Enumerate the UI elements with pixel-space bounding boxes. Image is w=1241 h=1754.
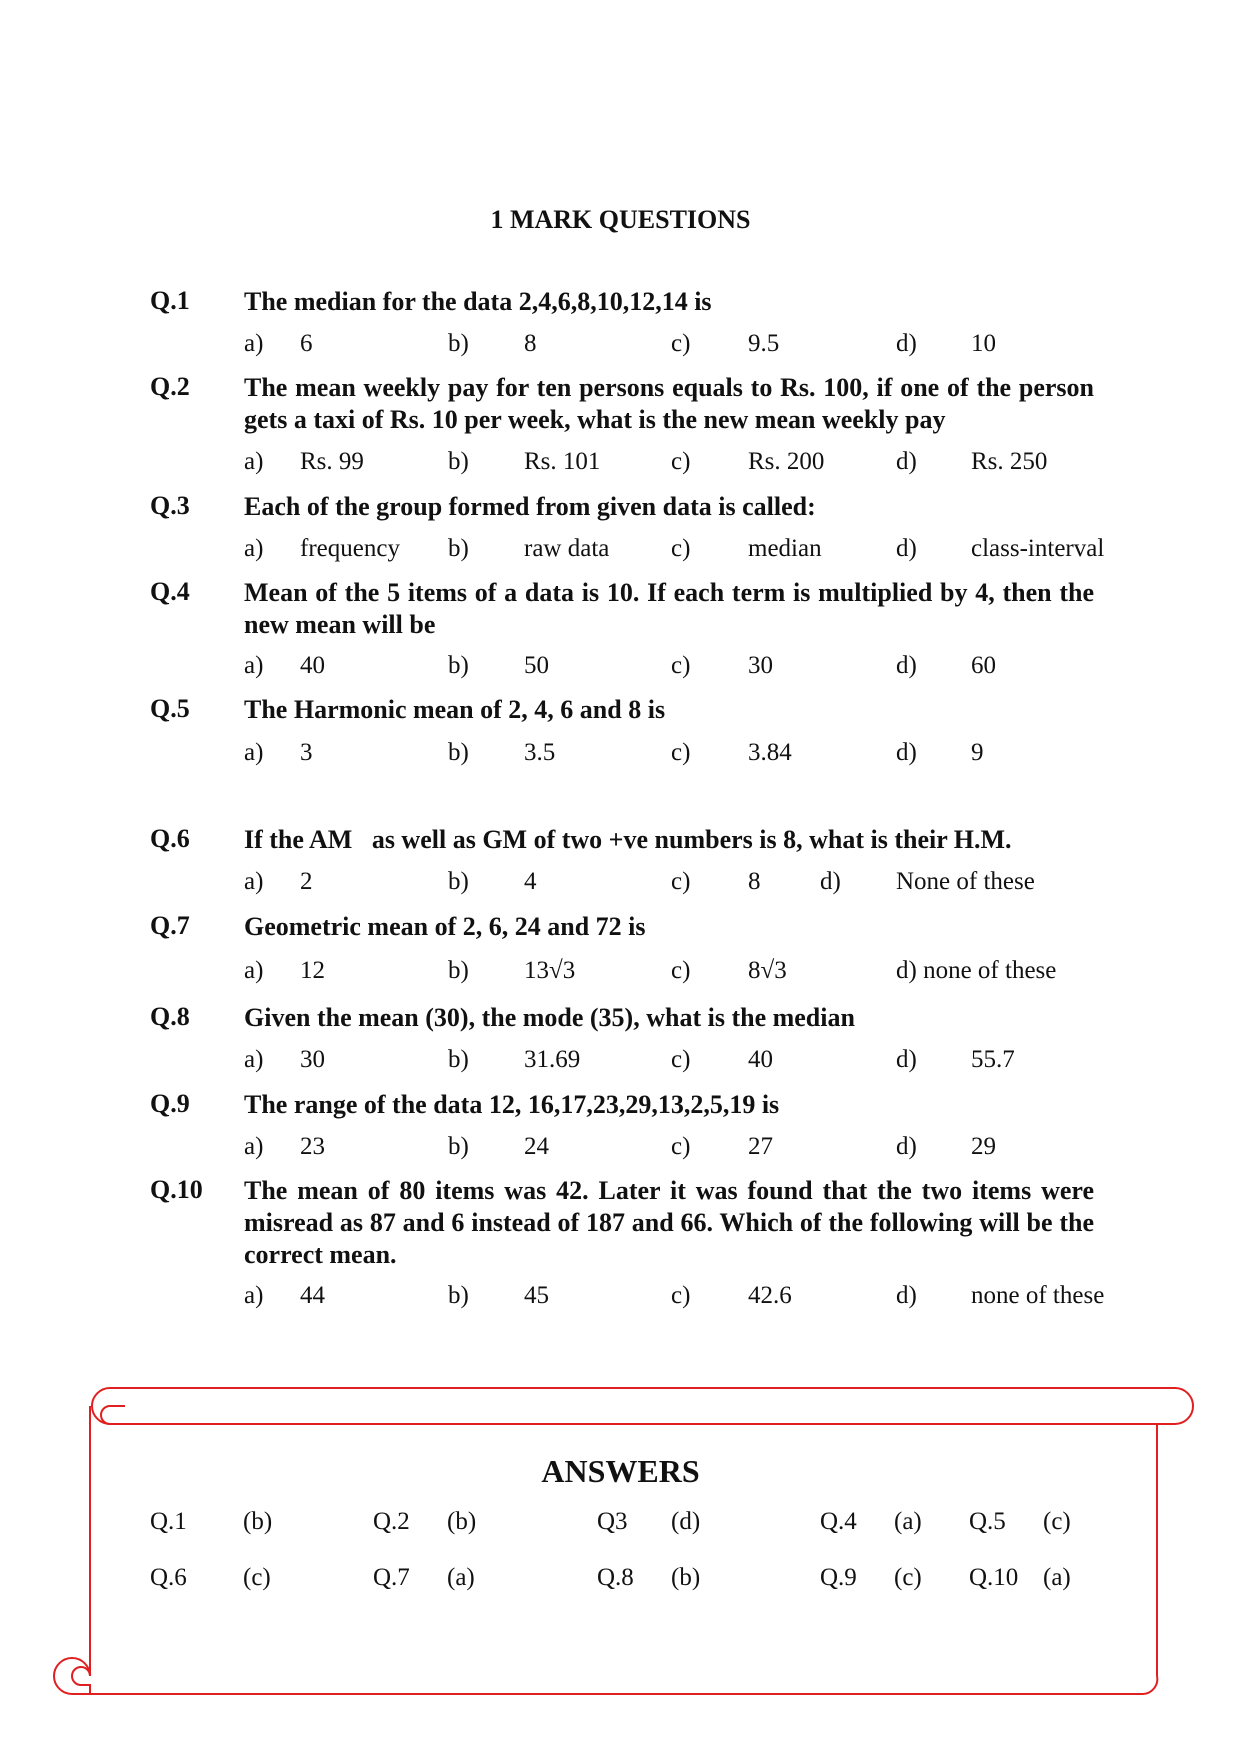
option-label: b): [448, 868, 469, 895]
question-number: Q.1: [150, 286, 190, 315]
option-value: 3.84: [748, 739, 792, 766]
option-value: 9: [971, 739, 984, 766]
option-value: 60: [971, 652, 996, 679]
option-value: 31.69: [524, 1046, 581, 1073]
option-value: 27: [748, 1133, 773, 1160]
answer-choice: (b): [243, 1508, 273, 1535]
option-label: a): [244, 1282, 264, 1309]
option-value: 3.5: [524, 739, 556, 766]
question-number: Q.7: [150, 911, 190, 940]
answer-choice: (a): [1043, 1564, 1071, 1591]
option-label: b): [448, 652, 469, 679]
option-label: a): [244, 1046, 264, 1073]
answer-choice: (a): [447, 1564, 475, 1591]
option-label: c): [671, 330, 691, 357]
option-label: c): [671, 868, 691, 895]
option-label: b): [448, 739, 469, 766]
option-label: c): [671, 652, 691, 679]
option-label: b): [448, 448, 469, 475]
option-value: 8√3: [748, 957, 787, 984]
option-label: a): [244, 868, 264, 895]
option-label: a): [244, 448, 264, 475]
option-value: median: [748, 535, 822, 562]
option-label: c): [671, 957, 691, 984]
option-value: 30: [748, 652, 773, 679]
option-value: 3: [300, 739, 313, 766]
option-label: d): [896, 652, 917, 679]
answer-question: Q.1: [150, 1508, 187, 1535]
answer-question: Q.5: [969, 1508, 1006, 1535]
option-value: Rs. 101: [524, 448, 601, 475]
answer-choice: (a): [894, 1508, 922, 1535]
option-value: 45: [524, 1282, 549, 1309]
option-value: raw data: [524, 535, 610, 562]
option-label: d): [896, 330, 917, 357]
option-value: class-interval: [971, 535, 1105, 562]
option-label: b): [448, 1046, 469, 1073]
answer-question: Q.9: [820, 1564, 857, 1591]
question-text: The mean weekly pay for ten persons equals to Rs. 100, if one of the person gets a taxi of Rs. 10 per week, what is the new mean weekly pay: [244, 373, 1094, 434]
option-value: 42.6: [748, 1282, 792, 1309]
option-label: d): [896, 1282, 917, 1309]
option-value: 2: [300, 868, 313, 895]
option-value: 23: [300, 1133, 325, 1160]
option-label: a): [244, 535, 264, 562]
option-label: b): [448, 1133, 469, 1160]
answer-choice: (b): [671, 1564, 701, 1591]
answer-question: Q.10: [969, 1564, 1019, 1591]
question-number: Q.6: [150, 824, 190, 853]
option-label: d): [896, 1133, 917, 1160]
page-title: 1 MARK QUESTIONS: [490, 205, 751, 234]
option-label: c): [671, 1046, 691, 1073]
option-value: 13√3: [524, 957, 576, 984]
option-value: 4: [524, 868, 537, 895]
option-label: b): [448, 957, 469, 984]
question-text: The median for the data 2,4,6,8,10,12,14 is: [244, 287, 712, 316]
answer-question: Q.8: [597, 1564, 634, 1591]
option-value: 10: [971, 330, 996, 357]
question-number: Q.9: [150, 1089, 190, 1118]
answer-choice: (b): [447, 1508, 477, 1535]
option-label: c): [671, 739, 691, 766]
question-text: Mean of the 5 items of a data is 10. If each term is multiplied by 4, then the new mean will be: [244, 578, 1094, 639]
question-number: Q.2: [150, 372, 190, 401]
question-number: Q.10: [150, 1175, 203, 1204]
option-label: d): [896, 1046, 917, 1073]
option-value: 8: [524, 330, 537, 357]
answer-question: Q.6: [150, 1564, 187, 1591]
option-label: c): [671, 1282, 691, 1309]
answer-question: Q3: [597, 1508, 628, 1535]
option-value: 6: [300, 330, 313, 357]
question-text: If the AM as well as GM of two +ve numbers is 8, what is their H.M.: [244, 825, 1012, 854]
option-label: c): [671, 448, 691, 475]
question-number: Q.5: [150, 694, 190, 723]
option-label: b): [448, 330, 469, 357]
option-label: b): [448, 1282, 469, 1309]
option-label: a): [244, 957, 264, 984]
option-value: None of these: [896, 868, 1035, 895]
question-text: The Harmonic mean of 2, 4, 6 and 8 is: [244, 695, 666, 724]
question-text: Each of the group formed from given data is called:: [244, 492, 816, 521]
question-number: Q.3: [150, 491, 190, 520]
option-value: 9.5: [748, 330, 780, 357]
option-value: 40: [748, 1046, 773, 1073]
option-label: d): [820, 868, 841, 895]
option-label: d): [896, 448, 917, 475]
answer-choice: (c): [894, 1564, 922, 1591]
option-value: 55.7: [971, 1046, 1015, 1073]
option-label: d): [896, 739, 917, 766]
option-label: c): [671, 1133, 691, 1160]
option-value: 40: [300, 652, 325, 679]
answer-question: Q.4: [820, 1508, 857, 1535]
option-label: a): [244, 739, 264, 766]
question-number: Q.8: [150, 1002, 190, 1031]
question-text: Given the mean (30), the mode (35), what is the median: [244, 1003, 855, 1032]
option-label: d): [896, 535, 917, 562]
question-text: The mean of 80 items was 42. Later it was found that the two items were misread as 87 and 6 instead of 187 and 66. Which of the following will be the correct mean.: [244, 1176, 1094, 1269]
option-value: 12: [300, 957, 325, 984]
answer-question: Q.2: [373, 1508, 410, 1535]
option-label: d) none of these: [896, 957, 1057, 984]
option-value: 50: [524, 652, 549, 679]
option-label: a): [244, 652, 264, 679]
option-value: Rs. 200: [748, 448, 825, 475]
option-label: a): [244, 330, 264, 357]
option-value: 30: [300, 1046, 325, 1073]
option-value: frequency: [300, 535, 400, 562]
answer-choice: (d): [671, 1508, 701, 1535]
option-value: 29: [971, 1133, 996, 1160]
question-text: Geometric mean of 2, 6, 24 and 72 is: [244, 912, 646, 941]
option-label: a): [244, 1133, 264, 1160]
answers-title: ANSWERS: [541, 1453, 700, 1489]
option-value: Rs. 99: [300, 448, 364, 475]
answer-question: Q.7: [373, 1564, 410, 1591]
option-label: c): [671, 535, 691, 562]
answer-choice: (c): [243, 1564, 271, 1591]
option-value: 8: [748, 868, 761, 895]
question-text: The range of the data 12, 16,17,23,29,13,2,5,19 is: [244, 1090, 780, 1119]
question-number: Q.4: [150, 577, 190, 606]
option-value: none of these: [971, 1282, 1105, 1309]
option-value: 44: [300, 1282, 325, 1309]
answer-choice: (c): [1043, 1508, 1071, 1535]
option-value: 24: [524, 1133, 549, 1160]
option-value: Rs. 250: [971, 448, 1048, 475]
option-label: b): [448, 535, 469, 562]
